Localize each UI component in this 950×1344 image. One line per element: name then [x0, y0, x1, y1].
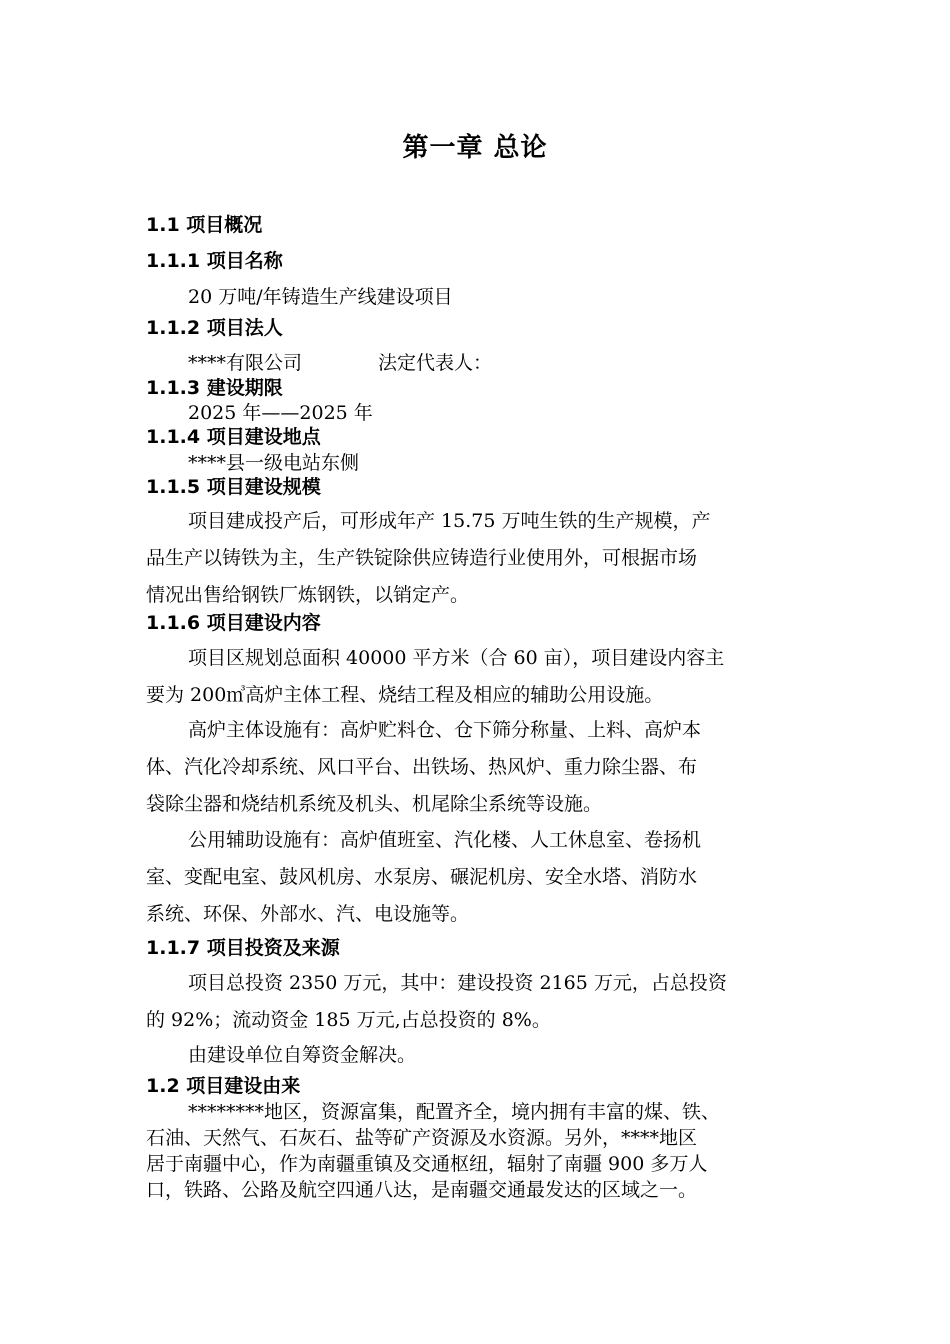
paragraph-line: 的 92%；流动资金 185 万元,占总投资的 8%。	[146, 1009, 551, 1031]
investment-paragraph-1	[146, 965, 816, 1039]
paragraph-line: 情况出售给钢铁厂炼钢铁，以销定产。	[146, 584, 470, 606]
period-text: 2025 年——2025 年	[188, 402, 373, 424]
paragraph-line: 高炉主体设施有：高炉贮料仓、仓下筛分称量、上料、高炉本	[188, 719, 702, 741]
paragraph-line: 袋除尘器和烧结机系统及机头、机尾除尘系统等设施。	[146, 793, 603, 815]
paragraph-line: 品生产以铸铁为主，生产铁锭除供应铸造行业使用外，可根据市场	[146, 547, 698, 569]
paragraph-line: 系统、环保、外部水、汽、电设施等。	[146, 903, 470, 925]
chapter-title: 第一章 总论	[402, 133, 548, 163]
paragraph-line: 居于南疆中心，作为南疆重镇及交通枢纽，辐射了南疆 900 多万人	[146, 1153, 708, 1175]
section-heading-1-1-6: 1.1.6 项目建设内容	[146, 612, 321, 634]
paragraph-line: 项目总投资 2350 万元，其中：建设投资 2165 万元，占总投资	[188, 972, 727, 994]
investment-paragraph-2: 由建设单位自筹资金解决。	[188, 1044, 417, 1066]
section-heading-1-2: 1.2 项目建设由来	[146, 1075, 301, 1097]
legal-rep-text: 法定代表人：	[378, 352, 493, 374]
paragraph-line: 项目区规划总面积 40000 平方米（合 60 亩），项目建设内容主	[188, 647, 725, 669]
location-text: ****县一级电站东侧	[188, 452, 360, 474]
origin-paragraph	[146, 1099, 816, 1203]
scale-paragraph	[146, 503, 816, 614]
section-heading-1-1-5: 1.1.5 项目建设规模	[146, 476, 321, 498]
section-heading-1-1-1: 1.1.1 项目名称	[146, 250, 283, 272]
paragraph-line: 体、汽化冷却系统、风口平台、出铁场、热风炉、重力除尘器、布	[146, 756, 698, 778]
content-paragraph-2	[146, 712, 816, 823]
section-heading-1-1: 1.1 项目概况	[146, 214, 263, 236]
paragraph-line: 项目建成投产后，可形成年产 15.75 万吨生铁的生产规模，产	[188, 510, 711, 532]
section-heading-1-1-4: 1.1.4 项目建设地点	[146, 426, 321, 448]
paragraph-line: 公用辅助设施有：高炉值班室、汽化楼、人工休息室、卷扬机	[188, 829, 702, 851]
content-paragraph-3	[146, 822, 816, 933]
section-heading-1-1-7: 1.1.7 项目投资及来源	[146, 937, 340, 959]
legal-entity-text: ****有限公司	[188, 352, 303, 374]
paragraph-line: ********地区，资源富集，配置齐全，境内拥有丰富的煤、铁、	[188, 1101, 721, 1123]
paragraph-line: 室、变配电室、鼓风机房、水泵房、碾泥机房、安全水塔、消防水	[146, 866, 698, 888]
paragraph-line: 要为 200㎥高炉主体工程、烧结工程及相应的辅助公用设施。	[146, 684, 664, 706]
paragraph-line: 石油、天然气、石灰石、盐等矿产资源及水资源。另外，****地区	[146, 1127, 698, 1149]
paragraph-line: 口，铁路、公路及航空四通八达，是南疆交通最发达的区域之一。	[146, 1179, 698, 1201]
content-paragraph-1	[146, 640, 816, 714]
project-name-text: 20 万吨/年铸造生产线建设项目	[188, 286, 453, 308]
section-heading-1-1-2: 1.1.2 项目法人	[146, 317, 283, 339]
section-heading-1-1-3: 1.1.3 建设期限	[146, 377, 283, 399]
legal-entity-line	[146, 350, 858, 376]
